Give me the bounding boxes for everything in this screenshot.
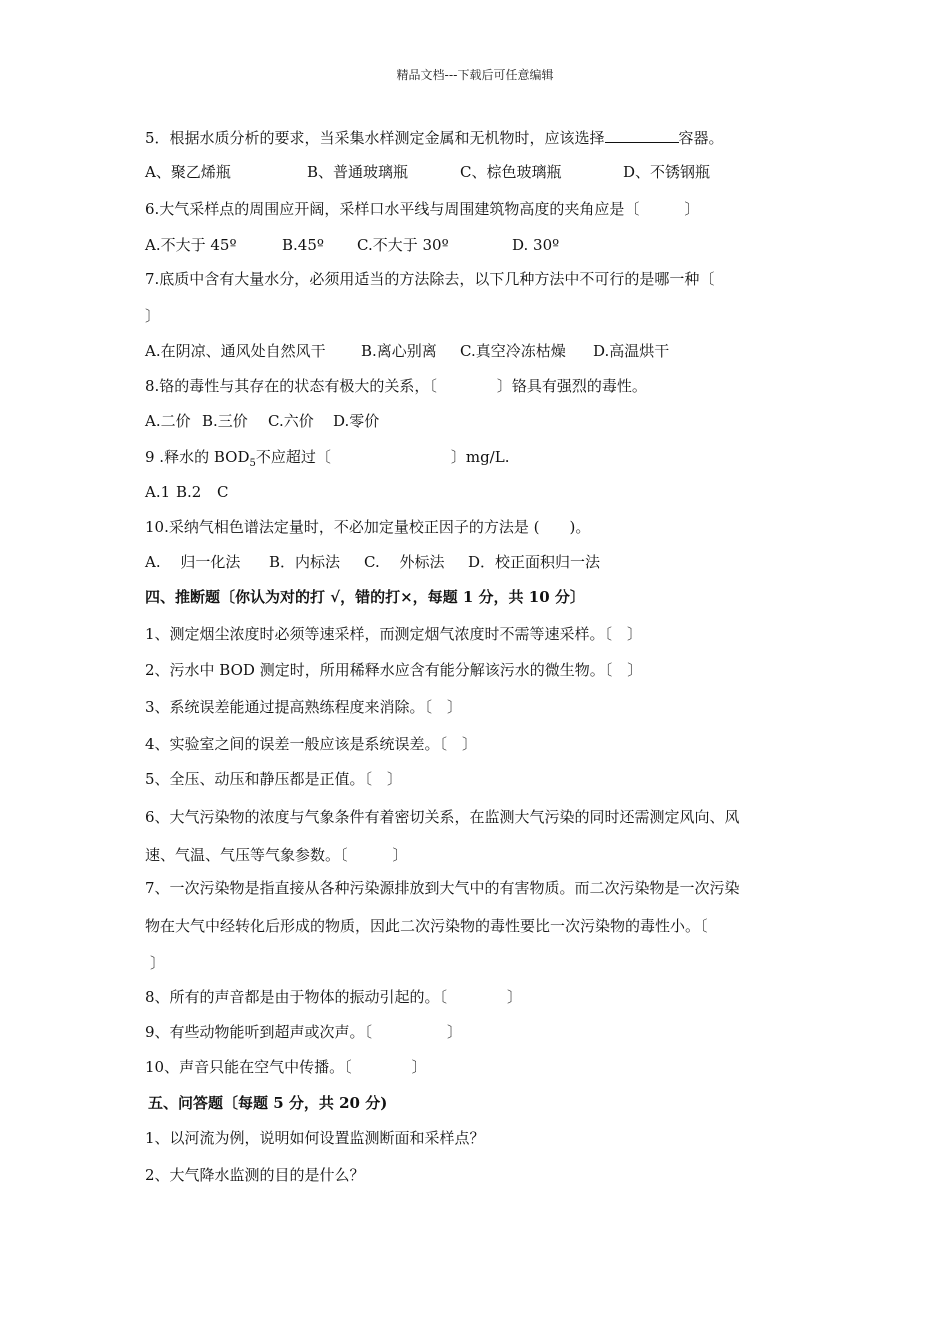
- option-a: A.二价: [145, 412, 191, 430]
- question-9-suffix: 不应超过〔 〕mg/L.: [255, 448, 510, 466]
- option-a: A.在阴凉、通风处自然风干: [145, 342, 326, 360]
- section-4-title: 四、推断题〔你认为对的打 √，错的打×，每题 1 分，共 10 分〕: [145, 588, 585, 606]
- essay-item: 2、大气降水监测的目的是什么？: [145, 1166, 365, 1184]
- judge-item: 10、声音只能在空气中传播。〔 〕: [145, 1058, 427, 1076]
- option-d: D.零价: [333, 412, 380, 430]
- option-d: D.高温烘干: [593, 342, 670, 360]
- option-a: A.不大于 45º: [145, 236, 237, 254]
- essay-item: 1、以河流为例，说明如何设置监测断面和采样点？: [145, 1129, 485, 1147]
- option-a: A、聚乙烯瓶: [145, 163, 231, 181]
- judge-item: 7、一次污染物是指直接从各种污染源排放到大气中的有害物质。而二次污染物是一次污染: [145, 879, 740, 897]
- subscript: 5: [249, 458, 256, 469]
- question-7-cont: 〕: [145, 307, 161, 325]
- option-d: D．校正面积归一法: [468, 553, 601, 571]
- option-b: B.2: [176, 483, 202, 501]
- question-6-options: [145, 236, 559, 254]
- option-b: B.三价: [202, 412, 248, 430]
- option-b: B.离心别离: [361, 342, 437, 360]
- question-9: [145, 448, 509, 473]
- question-5-text: 5．根据水质分析的要求，当采集水样测定金属和无机物时，应该选择: [145, 129, 605, 147]
- option-c: C: [217, 483, 229, 501]
- option-c: C.真空冷冻枯燥: [460, 342, 566, 360]
- page-header: 精品文档---下载后可任意编辑: [396, 68, 554, 82]
- judge-item-cont: 物在大气中经转化后形成的物质，因此二次污染物的毒性要比一次污染物的毒性小。〔: [145, 917, 708, 935]
- judge-item: 8、所有的声音都是由于物体的振动引起的。〔 〕: [145, 988, 523, 1006]
- judge-item: 3、系统误差能通过提高熟练程度来消除。〔 〕: [145, 698, 463, 716]
- question-8: 8.铬的毒性与其存在的状态有极大的关系，〔 〕铬具有强烈的毒性。: [145, 377, 647, 395]
- judge-item: 5、全压、动压和静压都是正值。〔 〕: [145, 770, 403, 788]
- judge-item: 9、有些动物能听到超声或次声。〔 〕: [145, 1023, 463, 1041]
- option-d: D、不锈钢瓶: [623, 163, 711, 181]
- option-c: C. 外标法: [364, 553, 445, 571]
- section-5-title: 五、问答题〔每题 5 分，共 20 分): [148, 1094, 388, 1112]
- option-c: C、棕色玻璃瓶: [460, 163, 562, 181]
- option-b: B、普通玻璃瓶: [307, 163, 409, 181]
- question-6: 6.大气采样点的周围应开阔，采样口水平线与周围建筑物高度的夹角应是〔 〕: [145, 200, 700, 218]
- question-5-options: [145, 163, 710, 181]
- question-9-text: 9 .释水的 BOD: [145, 448, 250, 466]
- option-a: A. 归一化法: [145, 553, 241, 571]
- question-7-options: [145, 342, 669, 360]
- question-7: 7.底质中含有大量水分，必须用适当的方法除去，以下几种方法中不可行的是哪一种〔: [145, 270, 715, 288]
- option-c: C.六价: [268, 412, 314, 430]
- question-10-options: [145, 553, 600, 571]
- judge-item: 6、大气污染物的浓度与气象条件有着密切关系，在监测大气污染的同时还需测定风向、风: [145, 808, 740, 826]
- question-10: 10.采纳气相色谱法定量时，不必加定量校正因子的方法是 ( )。: [145, 518, 591, 536]
- judge-item-cont: 〕: [150, 954, 166, 972]
- option-a: A.1: [145, 483, 171, 501]
- question-5-suffix: 容器。: [678, 129, 724, 147]
- answer-blank: [605, 128, 679, 143]
- option-b: B．内标法: [269, 553, 341, 571]
- question-9-options: [145, 483, 228, 501]
- option-d: D. 30º: [512, 236, 560, 254]
- question-5: [145, 128, 724, 147]
- option-c: C.不大于 30º: [357, 236, 449, 254]
- question-8-options: [145, 412, 379, 430]
- judge-item: 1、测定烟尘浓度时必须等速采样，而测定烟气浓度时不需等速采样。〔 〕: [145, 625, 643, 643]
- judge-item-cont: 速、气温、气压等气象参数。〔 〕: [145, 846, 408, 864]
- judge-item: 4、实验室之间的误差一般应该是系统误差。〔 〕: [145, 735, 478, 753]
- judge-item: 2、污水中 BOD 测定时，所用稀释水应含有能分解该污水的微生物。〔 〕: [145, 661, 643, 679]
- option-b: B.45º: [282, 236, 324, 254]
